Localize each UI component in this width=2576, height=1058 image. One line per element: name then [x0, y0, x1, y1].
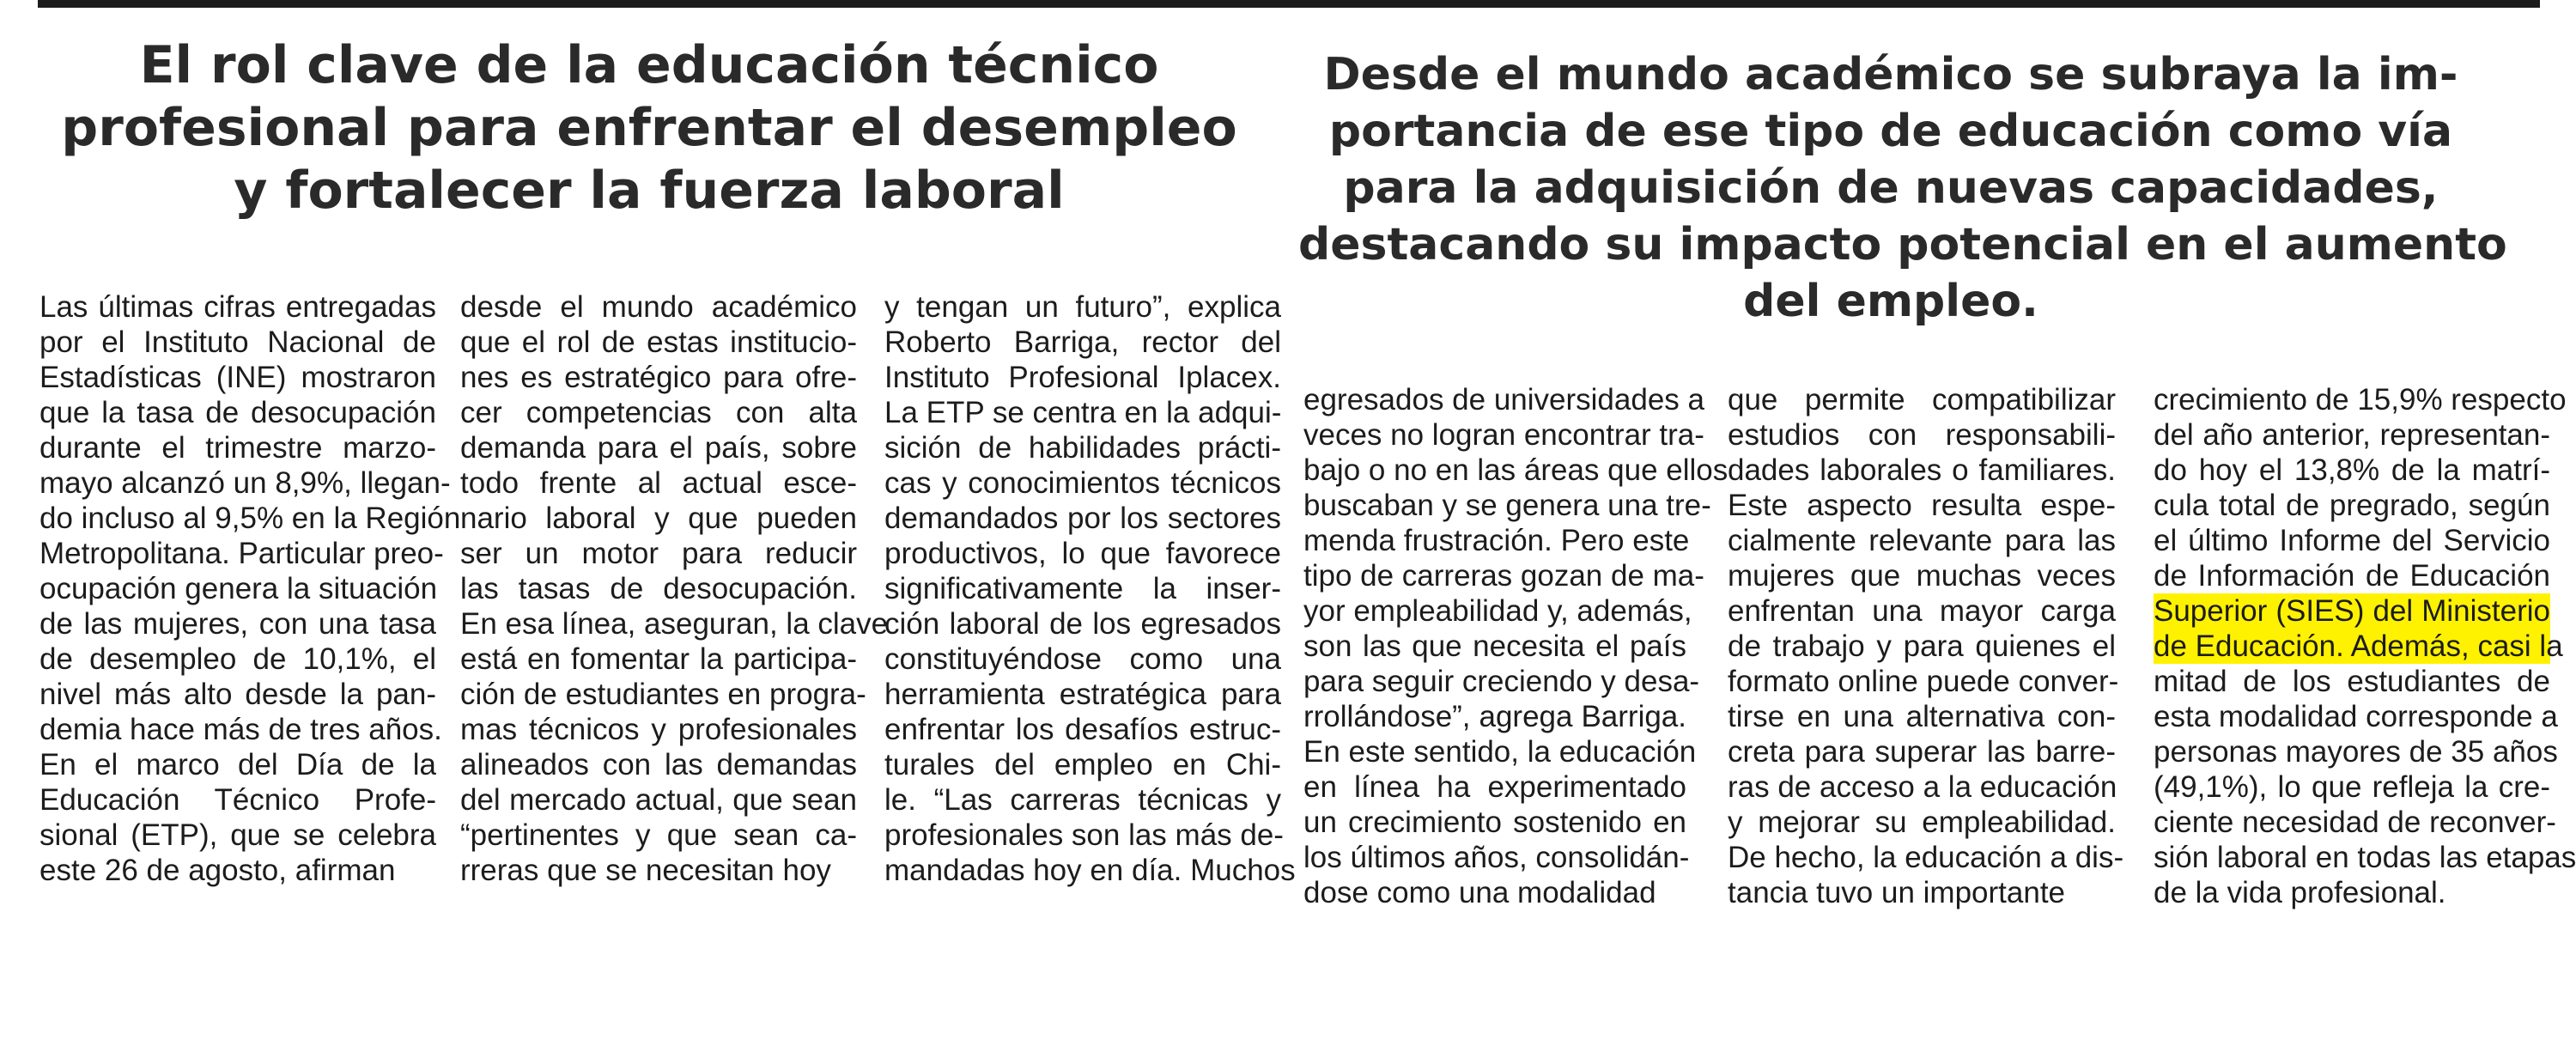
body-text-line: Roberto Barriga, rector del: [884, 325, 1281, 359]
body-text-line: herramienta estratégica para: [884, 678, 1281, 711]
body-text-line: son las que necesita el país: [1303, 629, 1686, 663]
body-text-line: sional (ETP), que se celebra: [39, 818, 436, 852]
body-text-line: por el Instituto Nacional de: [39, 325, 436, 359]
body-text-line: ser un motor para reducir: [460, 537, 857, 570]
highlighted-text-line: Superior (SIES) del Ministerio: [2154, 594, 2550, 628]
body-text-line: de las mujeres, con una tasa: [39, 607, 436, 641]
body-text-line: de Información de Educación: [2154, 559, 2550, 593]
body-text-line: dades laborales o familiares.: [1728, 453, 2116, 487]
body-text-line: mujeres que muchas veces: [1728, 559, 2116, 593]
body-text-line: ción laboral de los egresados: [884, 607, 1281, 641]
body-text-line: constituyéndose como una: [884, 642, 1281, 676]
headline-line: profesional para enfrentar el desempleo: [61, 98, 1237, 158]
body-text-line: sición de habilidades prácti-: [884, 431, 1281, 465]
article-column-3: [884, 289, 1296, 888]
body-text-line: demanda para el país, sobre: [460, 431, 857, 465]
body-text-line: sión laboral en todas las etapas: [2154, 841, 2576, 874]
body-text-line: este 26 de agosto, afirman: [39, 854, 396, 887]
body-text-line: profesionales son las más de-: [884, 818, 1284, 852]
body-text-line: y mejorar su empleabilidad.: [1728, 806, 2116, 839]
body-text-line: yor empleabilidad y, además,: [1303, 594, 1692, 628]
body-text-line: egresados de universidades a: [1303, 383, 1704, 417]
body-text-line: mandadas hoy en día. Muchos: [884, 854, 1296, 887]
body-text-line: Las últimas cifras entregadas: [39, 290, 436, 324]
body-text-line: Metropolitana. Particular preo-: [39, 537, 444, 570]
body-text-line: Educación Técnico Profe-: [39, 783, 436, 817]
article-column-6: [2154, 382, 2576, 910]
body-text-line: cas y conocimientos técnicos: [884, 466, 1281, 500]
main-headline: [41, 34, 1257, 222]
body-text-line: que el rol de estas institucio-: [460, 325, 857, 359]
body-text-line: mas técnicos y profesionales: [460, 713, 857, 746]
body-text-line: está en fomentar la participa-: [460, 642, 857, 676]
body-text-line: estudios con responsabili-: [1728, 418, 2116, 452]
body-text-line: en línea ha experimentado: [1303, 770, 1686, 804]
body-text-line: mayo alcanzó un 8,9%, llegan-: [39, 466, 451, 500]
body-text-line: dose como una modalidad: [1303, 876, 1656, 909]
body-text-line: tipo de carreras gozan de ma-: [1303, 559, 1704, 593]
body-text-line: los últimos años, consolidán-: [1303, 841, 1690, 874]
body-text-line: De hecho, la educación a dis-: [1728, 841, 2124, 874]
body-text-line: cialmente relevante para las: [1728, 524, 2116, 557]
body-text-line: buscaban y se genera una tre-: [1303, 489, 1711, 522]
body-text-line: las tasas de desocupación.: [460, 572, 857, 605]
top-rule: [38, 0, 2540, 8]
body-text-line: el último Informe del Servicio: [2154, 524, 2550, 557]
article-column-5: [1728, 382, 2124, 910]
body-text-line: rrollándose”, agrega Barriga.: [1303, 700, 1686, 733]
body-text-line: ocupación genera la situación: [39, 572, 438, 605]
body-text-line: alineados con las demandas: [460, 748, 857, 781]
highlighted-text-line: de Educación. Además, casi la: [2154, 629, 2563, 663]
body-text-line: un crecimiento sostenido en: [1303, 806, 1686, 839]
body-text-line: y tengan un futuro”, explica: [884, 290, 1281, 324]
subheadline: [1298, 46, 2507, 330]
body-text-line: ras de acceso a la educación: [1728, 770, 2117, 804]
body-text-line: enfrentan una mayor carga: [1728, 594, 2116, 628]
body-text-line: ciente necesidad de reconver-: [2154, 806, 2556, 839]
body-text-line: para seguir creciendo y desa-: [1303, 665, 1700, 698]
article-column-4: [1303, 382, 1728, 910]
body-text-line: demandados por los sectores: [884, 502, 1281, 535]
body-text-line: Este aspecto resulta espe-: [1728, 489, 2116, 522]
body-text-line: cula total de pregrado, según: [2154, 489, 2550, 522]
body-text-line: que la tasa de desocupación: [39, 396, 436, 429]
body-text-line: bajo o no en las áreas que ellos: [1303, 453, 1728, 487]
body-text-line: ción de estudiantes en progra-: [460, 678, 866, 711]
body-text-line: de la vida profesional.: [2154, 876, 2446, 909]
body-text-line: Instituto Profesional Iplacex.: [884, 361, 1281, 394]
body-text-line: tancia tuvo un importante: [1728, 876, 2066, 909]
subheadline-line: del empleo.: [1743, 276, 2038, 327]
headline-line: El rol clave de la educación técnico: [139, 35, 1159, 95]
body-text-line: nario laboral y que pueden: [460, 502, 857, 535]
body-text-line: demia hace más de tres años.: [39, 713, 442, 746]
subheadline-line: Desde el mundo académico se subraya la im-: [1323, 49, 2458, 100]
body-text-line: esta modalidad corresponde a: [2154, 700, 2558, 733]
article-column-1: [39, 289, 461, 888]
body-text-line: le. “Las carreras técnicas y: [884, 783, 1281, 817]
body-text-line: productivos, lo que favorece: [884, 537, 1281, 570]
body-text-line: En este sentido, la educación: [1303, 735, 1697, 769]
body-text-line: de desempleo de 10,1%, el: [39, 642, 436, 676]
body-text-line: turales del empleo en Chi-: [884, 748, 1281, 781]
article-column-2: [460, 289, 889, 888]
body-text-line: personas mayores de 35 años: [2154, 735, 2558, 769]
body-text-line: tirse en una alternativa con-: [1728, 700, 2116, 733]
body-text-line: menda frustración. Pero este: [1303, 524, 1690, 557]
body-text-line: En el marco del Día de la: [39, 748, 436, 781]
body-text-line: do incluso al 9,5% en la Región: [39, 502, 461, 535]
body-text-line: En esa línea, aseguran, la clave: [460, 607, 889, 641]
body-text-line: cer competencias con alta: [460, 396, 857, 429]
body-text-line: que permite compatibilizar: [1728, 383, 2116, 417]
body-text-line: nes es estratégico para ofre-: [460, 361, 857, 394]
body-text-line: enfrentar los desafíos estruc-: [884, 713, 1281, 746]
body-text-line: crecimiento de 15,9% respecto: [2154, 383, 2567, 417]
body-text-line: Estadísticas (INE) mostraron: [39, 361, 436, 394]
body-text-line: todo frente al actual esce-: [460, 466, 857, 500]
body-text-line: durante el trimestre marzo-: [39, 431, 436, 465]
body-text-line: de trabajo y para quienes el: [1728, 629, 2116, 663]
body-text-line: del año anterior, representan-: [2154, 418, 2550, 452]
subheadline-line: para la adquisición de nuevas capacidades,: [1343, 162, 2439, 214]
body-text-line: significativamente la inser-: [884, 572, 1281, 605]
subheadline-line: portancia de ese tipo de educación como vía: [1328, 106, 2453, 157]
body-text-line: desde el mundo académico: [460, 290, 857, 324]
headline-line: y fortalecer la fuerza laboral: [234, 161, 1065, 221]
body-text-line: veces no logran encontrar tra-: [1303, 418, 1704, 452]
body-text-line: mitad de los estudiantes de: [2154, 665, 2550, 698]
body-text-line: “pertinentes y que sean ca-: [460, 818, 857, 852]
body-text-line: creta para superar las barre-: [1728, 735, 2116, 769]
body-text-line: La ETP se centra en la adqui-: [884, 396, 1282, 429]
body-text-line: del mercado actual, que sean: [460, 783, 857, 817]
body-text-line: nivel más alto desde la pan-: [39, 678, 436, 711]
subheadline-line: destacando su impacto potencial en el aumento: [1298, 219, 2507, 271]
body-text-line: (49,1%), lo que refleja la cre-: [2154, 770, 2550, 804]
body-text-line: formato online puede conver-: [1728, 665, 2119, 698]
body-text-line: rreras que se necesitan hoy: [460, 854, 831, 887]
body-text-line: do hoy el 13,8% de la matrí-: [2154, 453, 2550, 487]
